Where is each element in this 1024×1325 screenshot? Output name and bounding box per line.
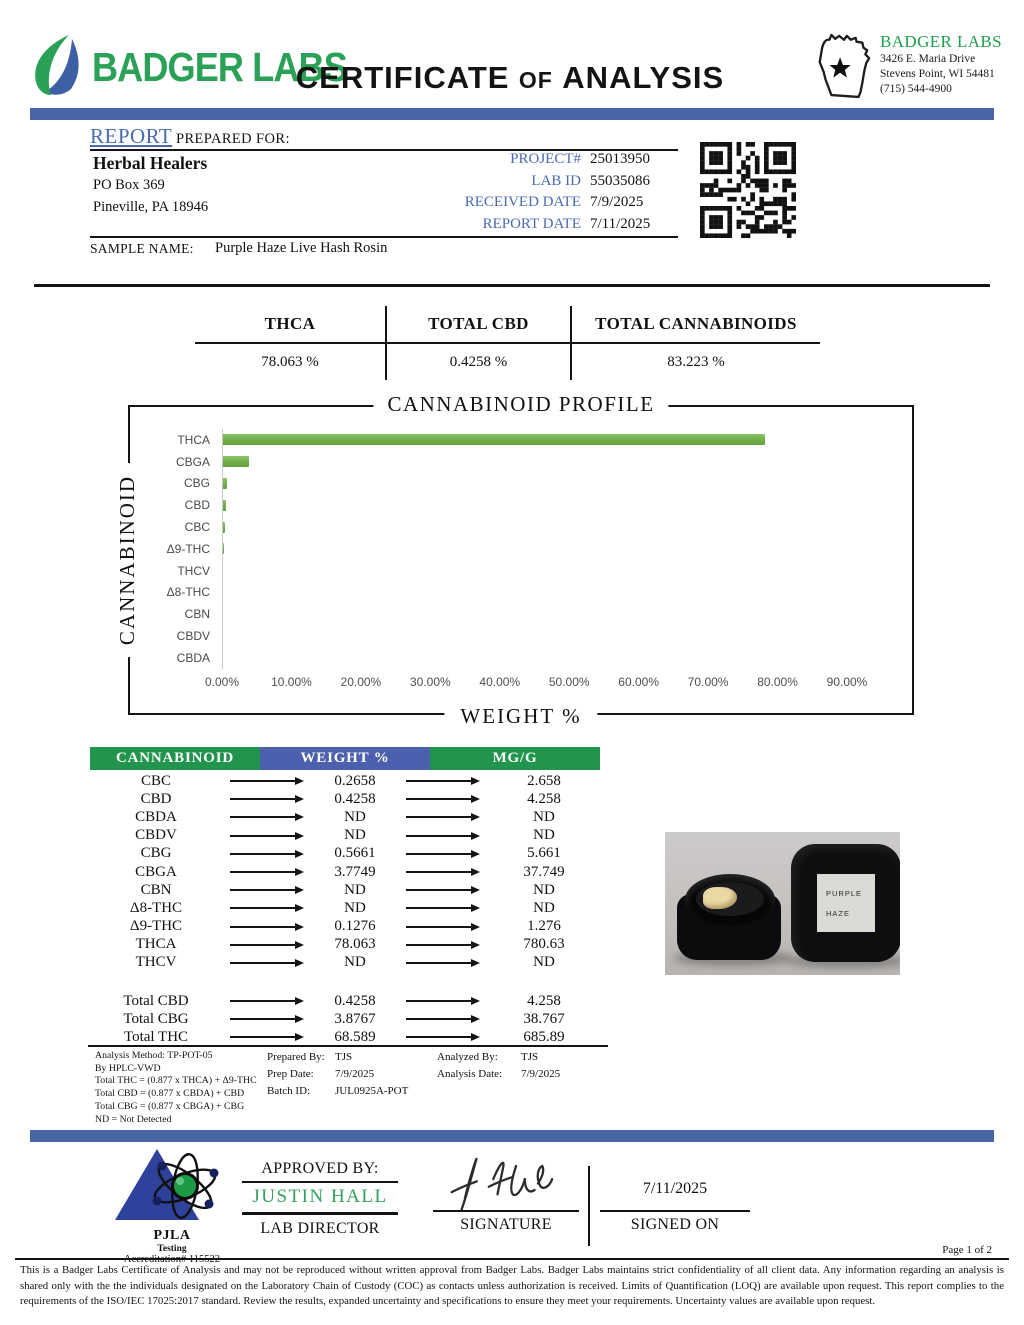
signature-label: SIGNATURE [460, 1216, 552, 1233]
mgg-value: ND [533, 899, 555, 916]
divider [88, 1045, 608, 1047]
arrow-icon [222, 923, 312, 931]
chart-category-label: CBN [184, 607, 210, 622]
approver-title: LAB DIRECTOR [260, 1220, 380, 1237]
summary-header: TOTAL CBD [385, 306, 570, 342]
arrow-icon [222, 1015, 312, 1023]
arrow-icon [398, 997, 488, 1005]
arrow-icon [222, 1033, 312, 1041]
arrow-icon [222, 850, 312, 858]
chart-row [130, 603, 912, 625]
signed-on-line [600, 1210, 750, 1212]
cannabinoid-name: Total CBD [123, 992, 189, 1009]
weight-value: 0.1276 [334, 918, 376, 935]
chart-row [130, 560, 912, 582]
chart-category-label: CBDA [176, 650, 210, 665]
chart-category-label: Δ9-THC [166, 541, 210, 556]
arrow-icon [222, 959, 312, 967]
page-title: CERTIFICATE OF ANALYSIS [295, 60, 725, 95]
chart-x-tick: 30.00% [409, 675, 451, 689]
prep-notes [267, 1051, 432, 1102]
chart-row [130, 451, 912, 473]
chart-x-tick: 50.00% [548, 675, 590, 689]
cannabinoid-name: THCA [135, 936, 177, 953]
footer-divider-bar [30, 1130, 994, 1142]
product-photo [665, 832, 900, 975]
weight-value: 0.4258 [334, 790, 376, 807]
chart-category-label: THCV [177, 563, 210, 578]
chart-row [130, 473, 912, 495]
chart-x-tick: 70.00% [687, 675, 729, 689]
cannabinoid-name: CBGA [135, 863, 177, 880]
meta-label: PROJECT# [510, 151, 581, 167]
cannabinoid-name: Δ9-THC [129, 918, 183, 935]
cannabinoid-name: Δ8-THC [129, 899, 183, 916]
mgg-value: 4.258 [527, 992, 561, 1009]
chart-category-label: CBD [184, 498, 210, 513]
mgg-value: 4.258 [527, 790, 561, 807]
chart-x-tick: 60.00% [618, 675, 660, 689]
method-note-line: Total CBG = (0.877 x CBGA) + CBG [95, 1100, 245, 1112]
report-meta-row [452, 173, 684, 195]
chart-x-tick: 90.00% [826, 675, 868, 689]
disclaimer-text: This is a Badger Labs Certificate of Analysis and may not be reproduced without written approval from Badger Labs. Badger Labs maintains strict confidentiality of all client data. Any information regarding an analysis is shared only with the the individuals designated on the Laboratory Chain of Custody (COC) as contacts unless authorization is received. Limits of Quantification (LOQ) are available upon request. This report complies to the requirements of the ISO/IEC 17025:2017 standard. Review the results, expanded uncertainty and specifications to ensure they meet your requirements. Uncertainty values are available upon request. [20, 1264, 1004, 1308]
cannabinoid-name: CBDA [135, 808, 177, 825]
report-meta-row [452, 151, 684, 173]
chart-x-tick: 0.00% [204, 675, 240, 689]
chart-x-tick: 80.00% [757, 675, 798, 689]
divider [15, 1258, 1009, 1260]
arrow-icon [398, 941, 488, 949]
mgg-value: ND [533, 827, 555, 844]
chart-title: CANNABINOID PROFILE [373, 392, 668, 417]
header-divider-bar [30, 108, 994, 120]
table-header-mgg: MG/G [430, 747, 600, 770]
prep-note-row: Batch ID: JUL0925A-POT [267, 1085, 409, 1097]
lab-name: BADGER LABS [880, 32, 1002, 51]
chart-rows [130, 429, 912, 669]
chart-row [130, 647, 912, 669]
report-meta [452, 151, 684, 237]
arrow-icon [222, 868, 312, 876]
arrow-icon [222, 904, 312, 912]
meta-label: RECEIVED DATE [464, 194, 581, 210]
weight-value: ND [344, 881, 366, 898]
arrow-icon [398, 850, 488, 858]
arrow-icon [222, 813, 312, 821]
mgg-value: 5.661 [527, 845, 561, 862]
chart-row [130, 538, 912, 560]
method-note-line: Total THC = (0.877 x THCA) + Δ9-THC [95, 1075, 257, 1087]
mgg-value: 1.276 [527, 918, 561, 935]
arrow-icon [398, 832, 488, 840]
table-header-weight: WEIGHT % [260, 747, 430, 770]
mgg-value: 2.658 [527, 772, 561, 789]
approved-by-label: APPROVED BY: [242, 1160, 398, 1183]
cannabinoid-name: Total THC [123, 1028, 189, 1045]
chart-category-label: Δ8-THC [166, 585, 210, 600]
mgg-value: 38.767 [523, 1010, 565, 1027]
leaf-logo-icon [30, 34, 84, 101]
cannabinoid-name: CBDV [135, 827, 177, 844]
chart-row [130, 582, 912, 604]
weight-value: 68.589 [334, 1028, 376, 1045]
analysis-notes [437, 1051, 612, 1085]
chart-bar [223, 434, 765, 445]
arrow-icon [398, 868, 488, 876]
summary-table [195, 306, 820, 380]
summary-value: 0.4258 % [385, 344, 570, 380]
chart-x-axis-label: WEIGHT % [444, 704, 597, 729]
approval-block [242, 1160, 398, 1238]
method-note-line: Analysis Method: TP-POT-05 [95, 1050, 213, 1061]
cannabinoid-name: CBN [140, 881, 172, 898]
signed-on-label: SIGNED ON [630, 1216, 720, 1233]
chart-bar [223, 456, 249, 467]
page-number: Page 1 of 2 [942, 1244, 992, 1256]
cannabinoid-name: THCV [135, 954, 177, 971]
weight-value: 3.8767 [334, 1010, 376, 1027]
mgg-value: ND [533, 881, 555, 898]
table-row [90, 863, 600, 881]
cannabinoid-profile-chart [115, 392, 914, 728]
arrow-icon [398, 923, 488, 931]
method-note-line: Total CBD = (0.877 x CBDA) + CBD [95, 1088, 245, 1100]
meta-value: 7/11/2025 [590, 215, 651, 232]
chart-bar [223, 522, 225, 533]
cannabinoid-name: CBG [140, 845, 172, 862]
table-header-cannabinoid: CANNABINOID [90, 747, 260, 770]
summary-value: 78.063 % [261, 353, 319, 370]
weight-value: 3.7749 [334, 863, 376, 880]
sample-name-value: Purple Haze Live Hash Rosin [215, 240, 388, 256]
arrow-icon [398, 777, 488, 785]
chart-category-label: CBG [183, 476, 210, 491]
report-meta-row [452, 216, 684, 238]
arrow-icon [398, 959, 488, 967]
table-row [90, 881, 600, 899]
table-row [90, 918, 600, 936]
arrow-icon [222, 941, 312, 949]
pjla-logo-icon [113, 1209, 231, 1226]
signature-image [440, 1142, 566, 1219]
chart-row [130, 625, 912, 647]
weight-value: 0.5661 [334, 845, 376, 862]
prep-note-row: Prepared By: TJS [267, 1051, 353, 1063]
chart-category-label: CBDV [176, 629, 210, 644]
table-row [90, 808, 600, 826]
arrow-icon [398, 1033, 488, 1041]
prep-note-row: Prep Date: 7/9/2025 [267, 1068, 375, 1080]
pjla-accreditation [92, 1146, 252, 1265]
divider [90, 236, 678, 238]
lab-address-1: 3426 E. Maria Drive [880, 53, 976, 65]
chart-category-label: CBC [184, 520, 210, 535]
mgg-value: 685.89 [523, 1028, 565, 1045]
pjla-name: PJLA [153, 1228, 191, 1243]
report-section-heading [90, 124, 290, 149]
prepared-for-label: PREPARED FOR: [176, 131, 290, 147]
chart-row [130, 429, 912, 451]
client-address-2: Pineville, PA 18946 [93, 199, 209, 215]
cannabinoid-name: CBC [140, 772, 171, 789]
pjla-testing: Testing [157, 1244, 187, 1254]
wisconsin-map-icon [811, 26, 875, 107]
jar-lid [791, 844, 900, 962]
qr-code [700, 142, 796, 238]
method-note-line: ND = Not Detected [95, 1113, 172, 1125]
chart-row [130, 494, 912, 516]
lab-address-2: Stevens Point, WI 54481 [880, 67, 995, 80]
mgg-value: 37.749 [523, 863, 565, 880]
lab-address-badge [811, 26, 1002, 107]
table-row [90, 899, 600, 917]
table-row [90, 1028, 600, 1046]
mgg-value: ND [533, 954, 555, 971]
weight-value: ND [344, 899, 366, 916]
mgg-value: ND [533, 808, 555, 825]
chart-y-axis-label: CANNABINOID [115, 463, 140, 657]
table-row [90, 1010, 600, 1028]
arrow-icon [398, 904, 488, 912]
meta-value: 25013950 [590, 151, 650, 167]
weight-value: 0.2658 [334, 772, 376, 789]
weight-value: ND [344, 827, 366, 844]
weight-value: 78.063 [334, 936, 376, 953]
table-row [90, 827, 600, 845]
chart-x-tick: 10.00% [271, 675, 312, 689]
arrow-icon [222, 997, 312, 1005]
chart-bar [223, 478, 227, 489]
arrow-icon [222, 886, 312, 894]
arrow-icon [398, 813, 488, 821]
meta-label: REPORT DATE [482, 215, 581, 232]
approver-name: JUSTIN HALL [242, 1183, 398, 1215]
report-meta-row [452, 194, 684, 216]
divider [588, 1166, 590, 1246]
arrow-icon [222, 777, 312, 785]
client-name: Herbal Healers [93, 153, 208, 173]
weight-value: ND [344, 954, 366, 971]
table-row [90, 772, 600, 790]
signed-on-date: 7/11/2025 [642, 1180, 708, 1197]
totals-rows [90, 992, 600, 1047]
chart-x-ticks [204, 675, 868, 691]
analysis-note-row: Analysis Date: 7/9/2025 [437, 1068, 561, 1080]
cannabinoid-rows [90, 772, 600, 972]
chart-x-tick: 20.00% [340, 675, 382, 689]
brand-name: BADGER LABS [92, 44, 347, 90]
cannabinoid-name: Total CBG [123, 1010, 189, 1027]
arrow-icon [222, 795, 312, 803]
lab-phone: (715) 544-4900 [880, 82, 952, 95]
meta-value: 55035086 [590, 172, 650, 189]
table-header [90, 747, 600, 770]
table-row [90, 992, 600, 1010]
method-note-line: By HPLC-VWD [95, 1062, 161, 1074]
arrow-icon [222, 832, 312, 840]
summary-value: 83.223 % [570, 344, 820, 380]
analysis-method-notes [95, 1050, 295, 1126]
arrow-icon [398, 1015, 488, 1023]
chart-category-label: CBGA [175, 454, 210, 469]
chart-bar [223, 543, 224, 554]
weight-value: ND [344, 808, 366, 825]
analysis-note-row: Analyzed By: TJS [437, 1051, 539, 1063]
arrow-icon [398, 795, 488, 803]
summary-header: TOTAL CANNABINOIDS [570, 306, 820, 342]
table-row [90, 790, 600, 808]
meta-label: LAB ID [531, 172, 581, 189]
chart-bar [223, 500, 226, 511]
sample-name-label: SAMPLE NAME: [90, 241, 194, 256]
meta-value: 7/9/2025 [590, 194, 644, 210]
client-address-1: PO Box 369 [93, 177, 165, 193]
mgg-value: 780.63 [523, 936, 565, 953]
table-row [90, 845, 600, 863]
chart-x-tick: 40.00% [479, 675, 521, 689]
table-row [90, 936, 600, 954]
chart-row [130, 516, 912, 538]
signature-line [433, 1210, 579, 1212]
cannabinoid-name: CBD [140, 790, 172, 807]
section-rule [34, 284, 990, 287]
summary-header: THCA [264, 314, 316, 333]
report-label: REPORT [90, 124, 173, 148]
weight-value: 0.4258 [334, 992, 376, 1009]
product-label: PURPLE HAZE [817, 874, 875, 932]
arrow-icon [398, 886, 488, 894]
table-row [90, 954, 600, 972]
chart-category-label: THCA [177, 432, 210, 447]
